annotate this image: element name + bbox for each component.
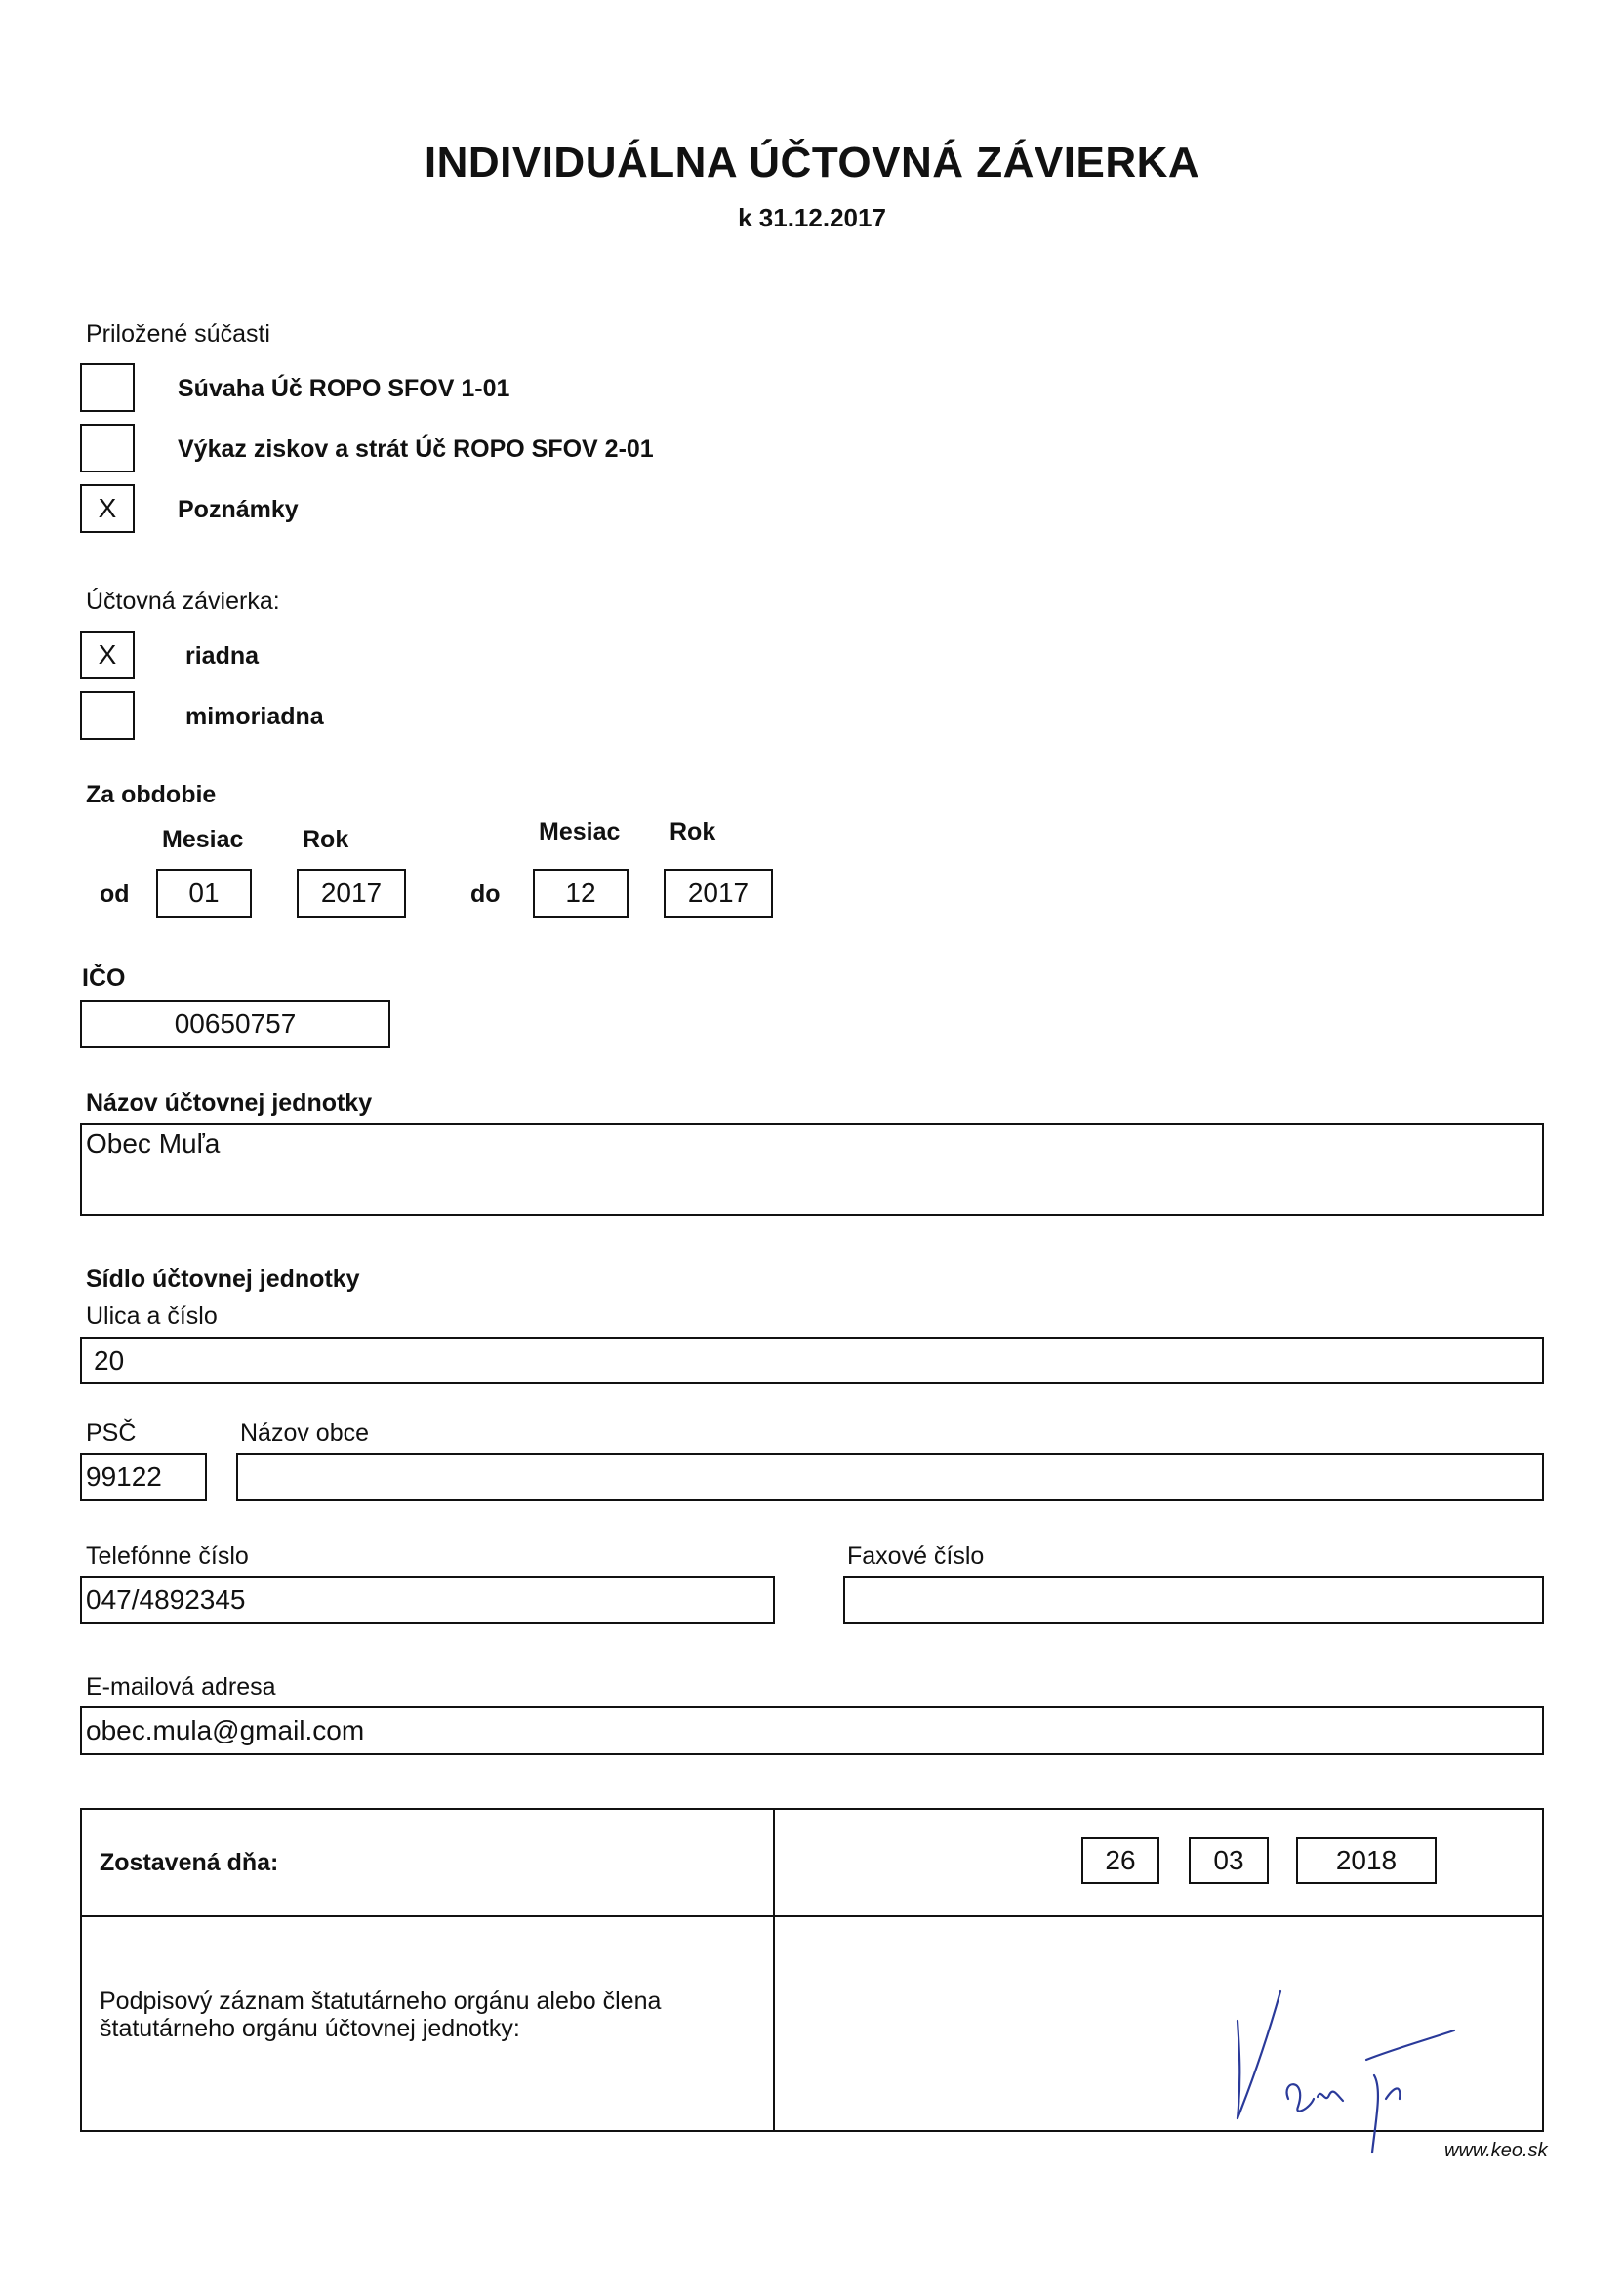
period-from-year-label: Rok bbox=[303, 826, 349, 853]
period-from-label: od bbox=[100, 881, 130, 908]
attachment-profit-loss-label: Výkaz ziskov a strát Úč ROPO SFOV 2-01 bbox=[178, 435, 654, 463]
compiled-year-field[interactable]: 2018 bbox=[1296, 1837, 1437, 1884]
entity-name-field[interactable]: Obec Muľa bbox=[80, 1123, 1544, 1216]
period-from-year-field[interactable]: 2017 bbox=[297, 869, 406, 918]
signature-label bbox=[100, 1988, 661, 2042]
attachment-notes-checkbox[interactable]: X bbox=[80, 484, 135, 533]
document-title: INDIVIDUÁLNA ÚČTOVNÁ ZÁVIERKA bbox=[424, 139, 1200, 186]
period-to-label: do bbox=[470, 881, 501, 908]
closing-regular-checkbox[interactable]: X bbox=[80, 631, 135, 679]
closing-extraordinary-checkbox[interactable] bbox=[80, 691, 135, 740]
closing-extraordinary-label: mimoriadna bbox=[185, 703, 324, 730]
period-to-month-label: Mesiac bbox=[539, 818, 621, 845]
closing-type-heading: Účtovná závierka: bbox=[86, 588, 280, 615]
zip-field[interactable]: 99122 bbox=[80, 1453, 207, 1501]
period-to-year-label: Rok bbox=[670, 818, 716, 845]
compiled-date-label: Zostavená dňa: bbox=[100, 1849, 279, 1876]
street-field[interactable]: 20 bbox=[80, 1337, 1544, 1384]
period-to-month-field[interactable]: 12 bbox=[533, 869, 629, 918]
street-label: Ulica a číslo bbox=[86, 1302, 218, 1330]
fax-field[interactable] bbox=[843, 1576, 1544, 1624]
phone-field[interactable]: 047/4892345 bbox=[80, 1576, 775, 1624]
attachment-profit-loss-checkbox[interactable] bbox=[80, 424, 135, 472]
ico-field[interactable]: 00650757 bbox=[80, 1000, 390, 1048]
email-label: E-mailová adresa bbox=[86, 1673, 276, 1701]
attachment-notes-label: Poznámky bbox=[178, 496, 299, 523]
phone-label: Telefónne číslo bbox=[86, 1542, 249, 1570]
period-to-year-field[interactable]: 2017 bbox=[664, 869, 773, 918]
address-heading: Sídlo účtovnej jednotky bbox=[86, 1265, 360, 1292]
entity-name-label: Názov účtovnej jednotky bbox=[86, 1089, 373, 1117]
document-date: k 31.12.2017 bbox=[738, 203, 886, 232]
city-label: Názov obce bbox=[240, 1419, 370, 1447]
city-field[interactable] bbox=[236, 1453, 1544, 1501]
zip-label: PSČ bbox=[86, 1419, 137, 1447]
signature-label-line1: Podpisový záznam štatutárneho orgánu alebo člena bbox=[100, 1988, 662, 2015]
signature-image bbox=[1220, 1982, 1474, 2157]
signoff-table-divider-vertical bbox=[773, 1808, 775, 2132]
period-from-month-field[interactable]: 01 bbox=[156, 869, 252, 918]
compiled-month-field[interactable]: 03 bbox=[1189, 1837, 1269, 1884]
attachment-balance-checkbox[interactable] bbox=[80, 363, 135, 412]
fax-label: Faxové číslo bbox=[847, 1542, 985, 1570]
attachments-heading: Priložené súčasti bbox=[86, 320, 270, 348]
footer-link[interactable]: www.keo.sk bbox=[1444, 2140, 1548, 2161]
period-from-month-label: Mesiac bbox=[162, 826, 244, 853]
period-heading: Za obdobie bbox=[86, 781, 217, 808]
closing-regular-label: riadna bbox=[185, 642, 260, 670]
attachment-balance-label: Súvaha Úč ROPO SFOV 1-01 bbox=[178, 375, 510, 402]
signature-label-line2: štatutárneho orgánu účtovnej jednotky: bbox=[100, 2015, 520, 2042]
email-field[interactable]: obec.mula@gmail.com bbox=[80, 1706, 1544, 1755]
signoff-table-divider-horizontal bbox=[80, 1915, 1544, 1917]
ico-label: IČO bbox=[82, 964, 126, 992]
compiled-day-field[interactable]: 26 bbox=[1081, 1837, 1159, 1884]
